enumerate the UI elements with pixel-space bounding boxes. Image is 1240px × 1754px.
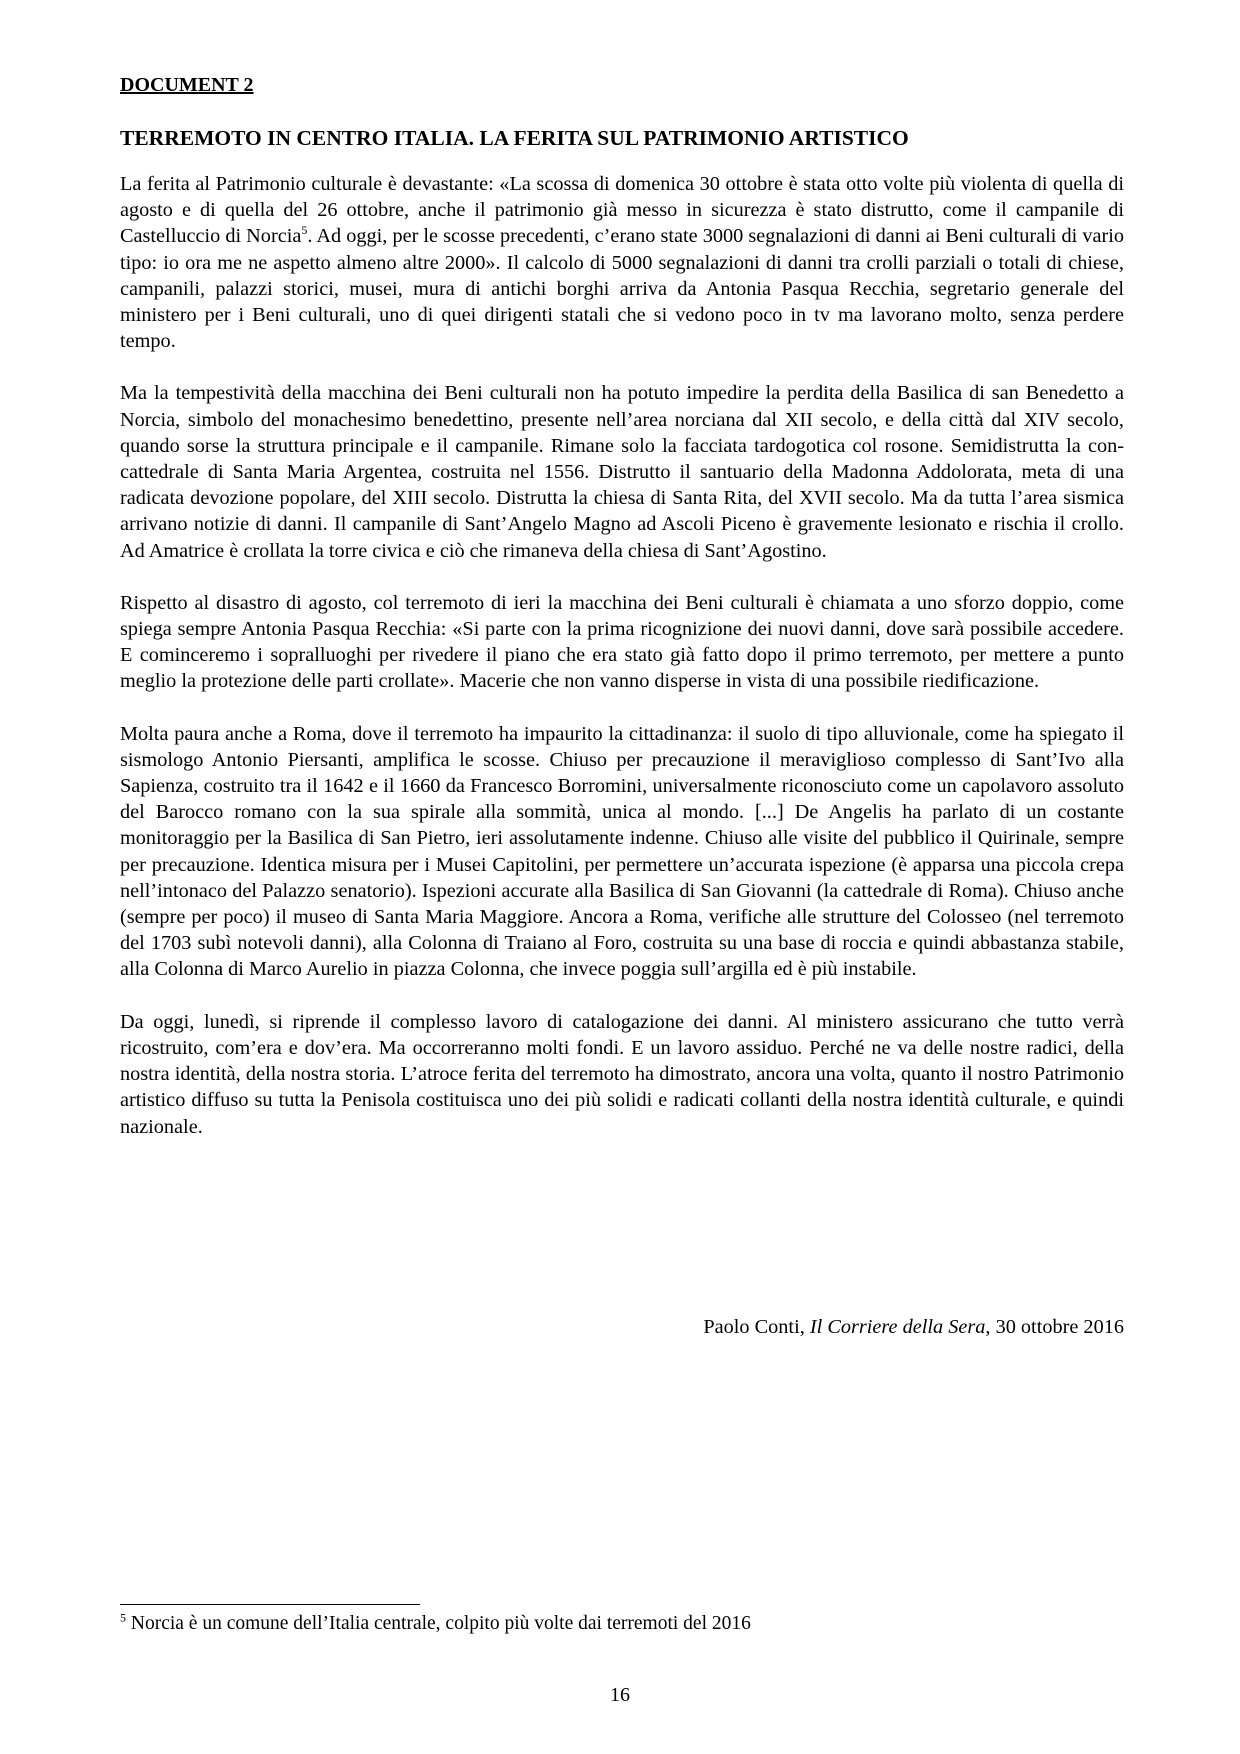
footnote-marker: 5 — [120, 1610, 126, 1625]
document-label: DOCUMENT 2 — [120, 74, 254, 96]
article-body — [120, 171, 1124, 1140]
signature-date: , 30 ottobre 2016 — [985, 1316, 1124, 1338]
paragraph-1-text-a: La ferita al Patrimonio culturale è devastante: «La scossa di domenica 30 ottobre è stata otto volte più violenta di quella di agosto e di quella del 26 ottobre, anche il patrimonio già messo in sicurezza è stato distrutto, come il campanile di Castelluccio di Norcia — [120, 173, 1124, 248]
signature-source: Il Corriere della Sera — [809, 1316, 986, 1338]
page-number: 16 — [610, 1684, 630, 1706]
footnote-divider — [120, 1604, 420, 1605]
article-signature — [703, 1314, 1124, 1340]
paragraph-1 — [120, 171, 1124, 354]
paragraph-3: Rispetto al disastro di agosto, col terremoto di ieri la macchina dei Beni culturali è chiamata a uno sforzo doppio, come spiega sempre Antonia Pasqua Recchia: «Si parte con la prima ricognizione dei nuovi danni, dove sarà possibile accedere. E cominceremo i sopralluoghi per rivedere il piano che era stato già fatto dopo il primo terremoto, per mettere a punto meglio la protezione delle parti crollate». Macerie che non vanno disperse in vista di una possibile riedificazione. — [120, 591, 1124, 693]
footnote-text: Norcia è un comune dell’Italia centrale, colpito più volte dai terremoti del 2016 — [126, 1613, 751, 1634]
paragraph-5: Da oggi, lunedì, si riprende il complesso lavoro di catalogazione dei danni. Al ministero assicurano che tutto verrà ricostruito, com’era e dov’era. Ma occorreranno molti fondi. E un lavoro assiduo. Perché ne va delle nostre radici, della nostra identità, della nostra storia. L’atroce ferita del terremoto ha dimostrato, ancora una volta, quanto il nostro Patrimonio artistico diffuso su tutta la Penisola costituisca uno dei più solidi e radicati collanti della nostra identità culturale, e quindi nazionale. — [120, 1010, 1124, 1138]
paragraph-2: Ma la tempestività della macchina dei Beni culturali non ha potuto impedire la perdita della Basilica di san Benedetto a Norcia, simbolo del monachesimo benedettino, presente nell’area norciana dal XII secolo, e della città dal XIV secolo, quando sorse la struttura principale e il campanile. Rimane solo la facciata tardogotica col rosone. Semidistrutta la con-cattedrale di Santa Maria Argentea, costruita nel 1556. Distrutto il santuario della Madonna Addolorata, meta di una radicata devozione popolare, del XIII secolo. Distrutta la chiesa di Santa Rita, del XVII secolo. Ma da tutta l’area sismica arrivano notizie di danni. Il campanile di Sant’Angelo Magno ad Ascoli Piceno è gravemente lesionato e rischia il crollo. Ad Amatrice è crollata la torre civica e ciò che rimaneva della chiesa di Sant’Agostino. — [120, 382, 1124, 562]
footnote — [120, 1611, 751, 1637]
article-title: TERREMOTO IN CENTRO ITALIA. LA FERITA SUL PATRIMONIO ARTISTICO — [120, 126, 909, 150]
signature-author: Paolo Conti, — [703, 1316, 810, 1338]
paragraph-1-text-b: . Ad oggi, per le scosse precedenti, c’erano state 3000 segnalazioni di danni ai Beni culturali di vario tipo: io ora me ne aspetto almeno altre 2000». Il calcolo di 5000 segnalazioni di danni tra crolli parziali o totali di chiese, campanili, palazzi storici, musei, mura di antichi borghi arriva da Antonia Pasqua Recchia, segretario generale del ministero per i Beni culturali, uno di quei dirigenti statali che si vedono poco in tv ma lavorano molto, senza perdere tempo. — [120, 225, 1125, 353]
document-page — [120, 72, 1125, 1338]
paragraph-4: Molta paura anche a Roma, dove il terremoto ha impaurito la cittadinanza: il suolo di tipo alluvionale, come ha spiegato il sismologo Antonio Piersanti, amplifica le scosse. Chiuso per precauzione il meraviglioso complesso di Sant’Ivo alla Sapienza, costruito tra il 1642 e il 1660 da Francesco Borromini, universalmente riconosciuto come un capolavoro assoluto del Barocco romano con la sua spirale alla sommità, unica al mondo. [...] De Angelis ha parlato di un costante monitoraggio per la Basilica di San Pietro, ieri assolutamente indenne. Chiuso alle visite del pubblico il Quirinale, sempre per precauzione. Identica misura per i Musei Capitolini, per permettere un’accurata ispezione (è apparsa una piccola crepa nell’intonaco del Palazzo senatorio). Ispezioni accurate alla Basilica di San Giovanni (la cattedrale di Roma). Chiuso anche (sempre per poco) il museo di Santa Maria Maggiore. Ancora a Roma, verifiche alle strutture del Colosseo (nel terremoto del 1703 subì notevoli danni), alla Colonna di Traiano al Foro, costruita su una base di roccia e quindi abbastanza stabile, alla Colonna di Marco Aurelio in piazza Colonna, che invece poggia sull’argilla ed è più instabile. — [120, 722, 1124, 981]
footnote-reference: 5 — [301, 223, 308, 238]
